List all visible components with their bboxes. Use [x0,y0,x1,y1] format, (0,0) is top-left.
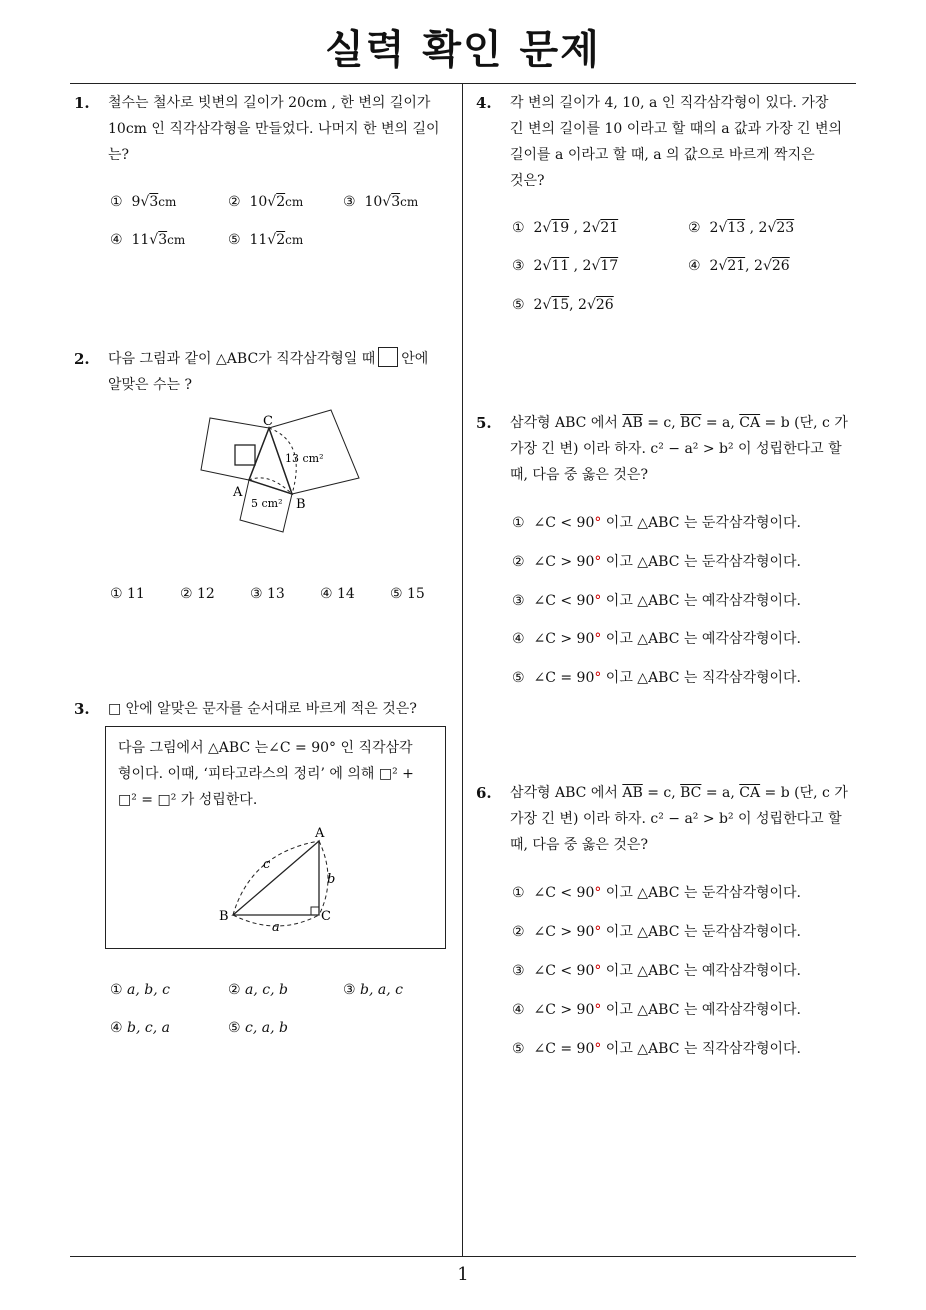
option-value: 14 [337,586,355,602]
stem-text: 안에 [401,351,429,367]
option-1[interactable] [512,220,618,236]
option-coef: 10 [249,194,268,210]
option-sep: , [569,297,579,313]
option-coef: 2 [533,258,543,274]
option-unit: cm [167,233,186,247]
option-marker: ① [110,194,123,210]
option-value: 12 [197,586,215,602]
option-text: 이고 △ABC 는 둔각삼각형이다. [601,885,801,901]
option-radicand: 26 [771,258,790,274]
sqrt-icon: √ [542,258,552,274]
option-sep: , [569,220,583,236]
option-angle: ∠C > 90 [533,924,595,940]
option-marker: ① [512,220,525,236]
option-5[interactable] [512,297,614,313]
segment-bc: $\overline{BC}$ [680,785,702,801]
sqrt-icon: √ [542,220,552,236]
option-radicand: 11 [551,258,570,274]
option-2[interactable] [180,586,215,602]
option-marker: ④ [110,1020,123,1036]
option-marker: ⑤ [512,297,525,313]
question-stem [108,346,460,398]
option-coef: 2 [578,297,587,313]
option-coef: 2 [582,258,592,274]
option-marker: ④ [110,232,123,248]
sqrt-icon: √ [591,220,601,236]
option-marker: ② [512,554,525,570]
question-stem [108,90,460,168]
option-text: 이고 △ABC 는 둔각삼각형이다. [601,515,801,531]
degree-mark: ° [594,1002,602,1018]
stem-line: 10cm 인 직각삼각형을 만들었다. 나머지 한 변의 길이 [108,121,440,137]
page-number: 1 [457,1264,469,1285]
option-3[interactable] [250,586,285,602]
question-stem [510,410,866,488]
question-stem [510,780,866,858]
option-4[interactable] [688,258,790,274]
option-value: 13 [267,586,285,602]
option-4[interactable] [512,628,801,648]
question-5 [476,410,866,488]
option-angle: ∠C < 90 [533,963,595,979]
option-1[interactable] [512,882,801,902]
degree-mark: ° [594,631,602,647]
option-unit: cm [400,195,419,209]
option-4[interactable] [320,586,355,602]
option-coef: 2 [533,297,543,313]
option-angle: ∠C = 90 [533,670,595,686]
option-marker: ③ [512,593,525,609]
sqrt-icon: √ [591,258,601,274]
option-5[interactable] [228,1020,288,1036]
option-radicand: 3 [158,232,168,248]
degree-mark: ° [594,515,602,531]
option-5[interactable] [512,667,801,687]
option-coef: 2 [709,258,719,274]
option-radicand: 19 [551,220,570,236]
option-radicand: 2 [276,232,286,248]
unknown-square-icon [235,445,255,465]
stem-line: 철수는 철사로 빗변의 길이가 20cm , 한 변의 길이가 [108,95,431,111]
option-1[interactable] [110,586,145,602]
option-angle: ∠C > 90 [533,631,595,647]
option-coef: 2 [758,220,768,236]
option-angle: ∠C = 90 [533,1041,595,1057]
stem-line: □ 안에 알맞은 문자를 순서대로 바르게 적은 것은? [108,701,417,717]
option-marker: ① [512,885,525,901]
option-text: 이고 △ABC 는 둔각삼각형이다. [601,924,801,940]
stem-line: 가장 긴 변) 이라 하자. c² − a² > b² 이 성립한다고 할 [510,811,842,827]
option-angle: ∠C < 90 [533,593,595,609]
figure-q2 [195,402,370,537]
box-line: □² = □² 가 성립한다. [118,792,258,808]
sqrt-icon: √ [767,220,777,236]
option-radicand: 26 [595,297,614,313]
condition-box [105,726,446,949]
stem-text: = c, [642,415,681,431]
stem-line: 길이를 a 이라고 할 때, a 의 값으로 바르게 짝지은 [510,147,815,163]
option-4[interactable] [110,232,185,248]
vertex-label-c: C [321,909,331,924]
option-marker: ⑤ [512,670,525,686]
option-coef: 10 [364,194,383,210]
option-coef: 2 [709,220,719,236]
sqrt-icon: √ [267,232,277,248]
option-1[interactable] [512,512,801,532]
vertex-label-a: A [233,485,243,500]
option-unit: cm [285,195,304,209]
option-value: a, b, c [127,982,170,998]
option-marker: ② [228,982,241,998]
option-radicand: 3 [391,194,401,210]
side-label-a: a [272,920,280,935]
option-marker: ⑤ [512,1041,525,1057]
option-radicand: 17 [600,258,619,274]
option-value: b, a, c [360,982,403,998]
option-5[interactable] [228,232,303,248]
option-sep: , [745,220,759,236]
stem-text: = b (단, c 가 [760,785,848,801]
option-4[interactable] [512,999,801,1019]
sqrt-icon: √ [586,297,596,313]
stem-line: 는? [108,147,130,163]
option-angle: ∠C < 90 [533,885,595,901]
degree-mark: ° [594,885,602,901]
side-area-label: 5 cm² [251,497,283,510]
box-line: 다음 그림에서 △ABC 는∠C = 90° 인 직각삼각 [118,740,413,756]
option-marker: ③ [512,963,525,979]
option-4[interactable] [110,1020,170,1036]
side-label-b: b [327,872,336,887]
option-value: 11 [127,586,145,602]
stem-text: = a, [701,785,740,801]
bottom-rule [70,1256,856,1257]
option-marker: ② [180,586,193,602]
stem-line: 긴 변의 길이를 10 이라고 할 때의 a 값과 가장 긴 변의 [510,121,843,137]
vertex-label-b: B [219,909,229,924]
option-radicand: 3 [149,194,159,210]
sqrt-icon: √ [542,297,552,313]
vertex-label-b: B [296,497,306,512]
degree-mark: ° [594,593,602,609]
option-radicand: 23 [776,220,795,236]
option-marker: ② [512,924,525,940]
question-number: 3. [74,700,90,718]
option-1[interactable] [110,982,170,998]
sqrt-icon: √ [718,258,728,274]
option-text: 이고 △ABC 는 직각삼각형이다. [601,670,801,686]
option-radicand: 2 [276,194,286,210]
option-marker: ① [512,515,525,531]
option-coef: 2 [582,220,592,236]
segment-bc: $\overline{BC}$ [680,415,702,431]
sqrt-icon: √ [140,194,150,210]
stem-text: 다음 그림과 같이 △ABC가 직각삼각형일 때 [108,351,376,367]
blank-box-icon [378,347,398,367]
option-unit: cm [158,195,177,209]
option-marker: ⑤ [390,586,403,602]
option-marker: ① [110,982,123,998]
degree-mark: ° [594,1041,602,1057]
option-marker: ③ [343,982,356,998]
question-1 [74,90,460,168]
degree-mark: ° [594,963,602,979]
sqrt-icon: √ [762,258,772,274]
page-title: 실력 확인 문제 [325,27,601,73]
option-3[interactable] [343,982,403,998]
stem-text: 삼각형 ABC 에서 [510,785,623,801]
stem-line: 알맞은 수는 ? [108,377,193,393]
vertex-label-c: C [263,414,273,429]
option-text: 이고 △ABC 는 둔각삼각형이다. [601,554,801,570]
option-text: 이고 △ABC 는 예각삼각형이다. [601,631,801,647]
option-sep: , [745,258,755,274]
option-radicand: 21 [600,220,619,236]
option-sep: , [569,258,583,274]
stem-text: = c, [642,785,681,801]
option-3[interactable] [512,258,618,274]
option-radicand: 15 [551,297,570,313]
right-angle-mark [311,907,319,915]
question-3 [74,696,460,722]
option-marker: ⑤ [228,1020,241,1036]
option-value: 15 [407,586,425,602]
option-2[interactable] [512,921,801,941]
option-2[interactable] [688,220,794,236]
option-coef: 11 [131,232,150,248]
box-text [118,735,438,813]
stem-line [510,410,866,436]
option-marker: ① [110,586,123,602]
question-6 [476,780,866,858]
option-marker: ④ [320,586,333,602]
stem-line: 때, 다음 중 옳은 것은? [510,467,648,483]
option-radicand: 13 [727,220,746,236]
option-2[interactable] [512,551,801,571]
question-number: 6. [476,784,492,802]
stem-text: 삼각형 ABC 에서 [510,415,623,431]
option-marker: ④ [512,1002,525,1018]
area-label: 13 cm² [285,452,324,465]
option-text: 이고 △ABC 는 예각삼각형이다. [601,593,801,609]
option-2[interactable] [228,982,288,998]
column-divider [462,84,463,1256]
option-coef: 9 [131,194,141,210]
triangle-abc [233,841,319,915]
option-coef: 11 [249,232,268,248]
box-line: 형이다. 이때, ‘피타고라스의 정리’ 에 의해 □² + [118,766,414,782]
side-label-c: c [263,857,271,872]
top-rule [70,83,856,84]
option-3[interactable] [512,590,801,610]
option-marker: ② [688,220,701,236]
option-marker: ④ [688,258,701,274]
option-5[interactable] [512,1038,801,1058]
option-2[interactable] [228,194,303,210]
stem-line: 때, 다음 중 옳은 것은? [510,837,648,853]
option-1[interactable] [110,194,176,210]
option-marker: ③ [343,194,356,210]
option-marker: ③ [250,586,263,602]
option-value: b, c, a [127,1020,170,1036]
question-4 [476,90,862,194]
option-text: 이고 △ABC 는 예각삼각형이다. [601,1002,801,1018]
option-unit: cm [285,233,304,247]
stem-line [108,346,460,372]
degree-mark: ° [594,924,602,940]
option-text: 이고 △ABC 는 직각삼각형이다. [601,1041,801,1057]
stem-line: 각 변의 길이가 4, 10, a 인 직각삼각형이 있다. 가장 [510,95,829,111]
question-number: 1. [74,94,90,112]
option-radicand: 21 [727,258,746,274]
option-5[interactable] [390,586,425,602]
question-2 [74,346,460,398]
stem-line [510,780,866,806]
sqrt-icon: √ [382,194,392,210]
segment-ca: $\overline{CA}$ [739,785,761,801]
question-stem [510,90,862,194]
question-number: 4. [476,94,492,112]
option-angle: ∠C > 90 [533,1002,595,1018]
sqrt-icon: √ [267,194,277,210]
sqrt-icon: √ [718,220,728,236]
option-marker: ④ [512,631,525,647]
stem-line: 것은? [510,173,545,189]
option-value: a, c, b [245,982,288,998]
stem-line: 가장 긴 변) 이라 하자. c² − a² > b² 이 성립한다고 할 [510,441,842,457]
option-angle: ∠C > 90 [533,554,595,570]
stem-text: = a, [701,415,740,431]
option-text: 이고 △ABC 는 예각삼각형이다. [601,963,801,979]
figure-q3 [211,823,351,938]
degree-mark: ° [594,670,602,686]
option-marker: ② [228,194,241,210]
option-3[interactable] [343,194,418,210]
option-angle: ∠C < 90 [533,515,595,531]
stem-text: = b (단, c 가 [760,415,848,431]
question-number: 2. [74,350,90,368]
question-number: 5. [476,414,492,432]
sqrt-icon: √ [149,232,159,248]
segment-ab: $\overline{AB}$ [622,415,643,431]
option-coef: 2 [754,258,763,274]
degree-mark: ° [594,554,602,570]
segment-ab: $\overline{AB}$ [622,785,643,801]
option-coef: 2 [533,220,543,236]
option-marker: ③ [512,258,525,274]
option-value: c, a, b [245,1020,288,1036]
option-3[interactable] [512,960,801,980]
segment-ca: $\overline{CA}$ [739,415,761,431]
vertex-label-a: A [315,826,325,841]
option-marker: ⑤ [228,232,241,248]
